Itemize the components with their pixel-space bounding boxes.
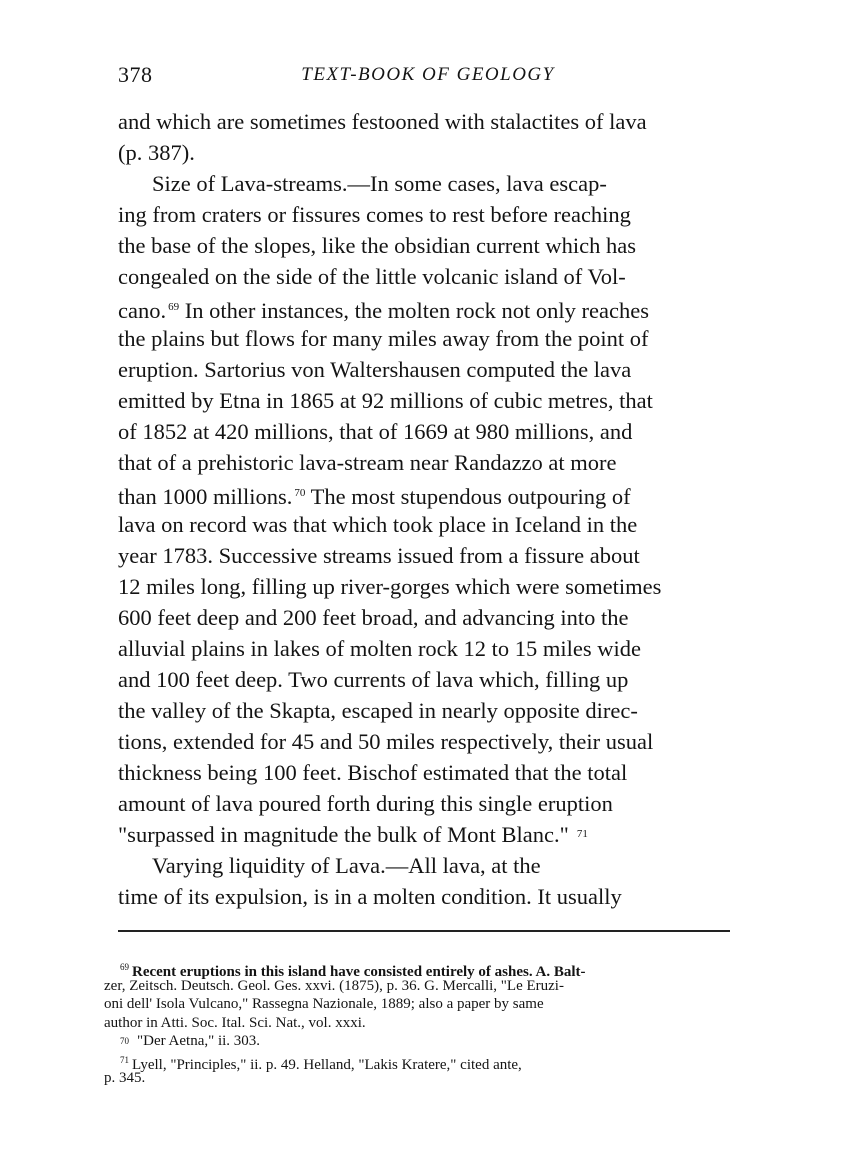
text-line: that of a prehistoric lava-stream near Randazzo at more xyxy=(118,450,617,475)
body-text xyxy=(118,106,736,912)
footnote-69-line xyxy=(104,958,736,980)
footnote-71-line: p. 345. xyxy=(104,1070,146,1086)
section-heading-line: Size of Lava-streams.—In some cases, lava escap- xyxy=(152,171,607,196)
text-line-content: "surpassed in magnitude the bulk of Mont Blanc." xyxy=(118,822,569,847)
text-line-content xyxy=(118,292,649,323)
text-line: 12 miles long, filling up river-gorges which were sometimes xyxy=(118,574,662,599)
footnote-69-line: author in Atti. Soc. Ital. Sci. Nat., vol. xxxi. xyxy=(104,1014,366,1031)
footnote-69-line: zer, Zeitsch. Deutsch. Geol. Ges. xxvi. (1875), p. 36. G. Mercalli, "Le Eruzi- xyxy=(104,977,564,994)
text-line: tions, extended for 45 and 50 miles respectively, their usual xyxy=(118,729,654,754)
text-line: amount of lava poured forth during this single eruption xyxy=(118,791,613,816)
text-line: and 100 feet deep. Two currents of lava which, filling up xyxy=(118,667,629,692)
text-line: the plains but flows for many miles away from the point of xyxy=(118,326,649,351)
footnote-ref-69[interactable]: 69 xyxy=(168,301,180,313)
footnote-69-content xyxy=(120,958,586,980)
text-fragment: The most stupendous outpouring of xyxy=(305,484,631,509)
text-line-content xyxy=(118,478,631,509)
text-fragment: In other instances, the molten rock not only reaches xyxy=(179,298,649,323)
footnote-71-content xyxy=(120,1051,522,1073)
text-line: time of its expulsion, is in a molten condition. It usually xyxy=(118,884,622,909)
footnote-marker-69: 69 xyxy=(120,962,129,972)
footnote-divider xyxy=(118,930,730,932)
footnote-70-line xyxy=(104,1032,736,1051)
text-line: of 1852 at 420 millions, that of 1669 at 980 millions, and xyxy=(118,419,633,444)
footnote-marker-70: 70 xyxy=(120,1036,129,1046)
footnote-ref-71[interactable]: 71 xyxy=(576,828,588,840)
text-line: (p. 387). xyxy=(118,140,195,165)
text-line: congealed on the side of the little volcanic island of Vol- xyxy=(118,264,626,289)
text-line-with-ref xyxy=(118,819,736,850)
text-line: emitted by Etna in 1865 at 92 millions of cubic metres, that xyxy=(118,388,653,413)
text-line-with-ref xyxy=(118,478,736,509)
footnote-71-text: Lyell, "Principles," ii. p. 49. Helland, "Lakis Kratere," cited ante, xyxy=(132,1056,522,1073)
text-line: 600 feet deep and 200 feet broad, and advancing into the xyxy=(118,605,629,630)
text-line: the valley of the Skapta, escaped in nearly opposite direc- xyxy=(118,698,638,723)
text-line: eruption. Sartorius von Waltershausen computed the lava xyxy=(118,357,632,382)
footnote-ref-70[interactable]: 70 xyxy=(294,487,306,499)
page-header xyxy=(118,62,738,92)
running-title: TEXT-BOOK OF GEOLOGY xyxy=(301,64,555,85)
text-fragment: than 1000 millions. $^{70}$ xyxy=(118,484,306,509)
section-heading-line: Varying liquidity of Lava.—All lava, at the xyxy=(152,853,541,878)
text-line: lava on record was that which took place in Iceland in the xyxy=(118,512,638,537)
text-line: the base of the slopes, like the obsidian current which has xyxy=(118,233,636,258)
footnotes xyxy=(104,958,736,1088)
page-number: 378 xyxy=(118,62,153,87)
footnote-70-text: "Der Aetna," ii. 303. xyxy=(137,1033,261,1049)
text-fragment: cano. $^{69}$ xyxy=(118,298,180,323)
footnote-69-text: Recent eruptions in this island have consisted entirely of ashes. A. Balt- xyxy=(132,964,586,980)
footnote-71-line xyxy=(104,1051,736,1073)
text-line: year 1783. Successive streams issued from a fissure about xyxy=(118,543,640,568)
footnote-69-line: oni dell' Isola Vulcano," Rassegna Nazionale, 1889; also a paper by same xyxy=(104,996,544,1012)
text-line: alluvial plains in lakes of molten rock 12 to 15 miles wide xyxy=(118,636,642,661)
footnote-marker-71: 71 xyxy=(120,1054,129,1065)
text-line-with-ref xyxy=(118,292,736,323)
text-line: and which are sometimes festooned with stalactites of lava xyxy=(118,109,647,134)
text-line: ing from craters or fissures comes to rest before reaching xyxy=(118,202,631,227)
text-line: thickness being 100 feet. Bischof estimated that the total xyxy=(118,760,628,785)
